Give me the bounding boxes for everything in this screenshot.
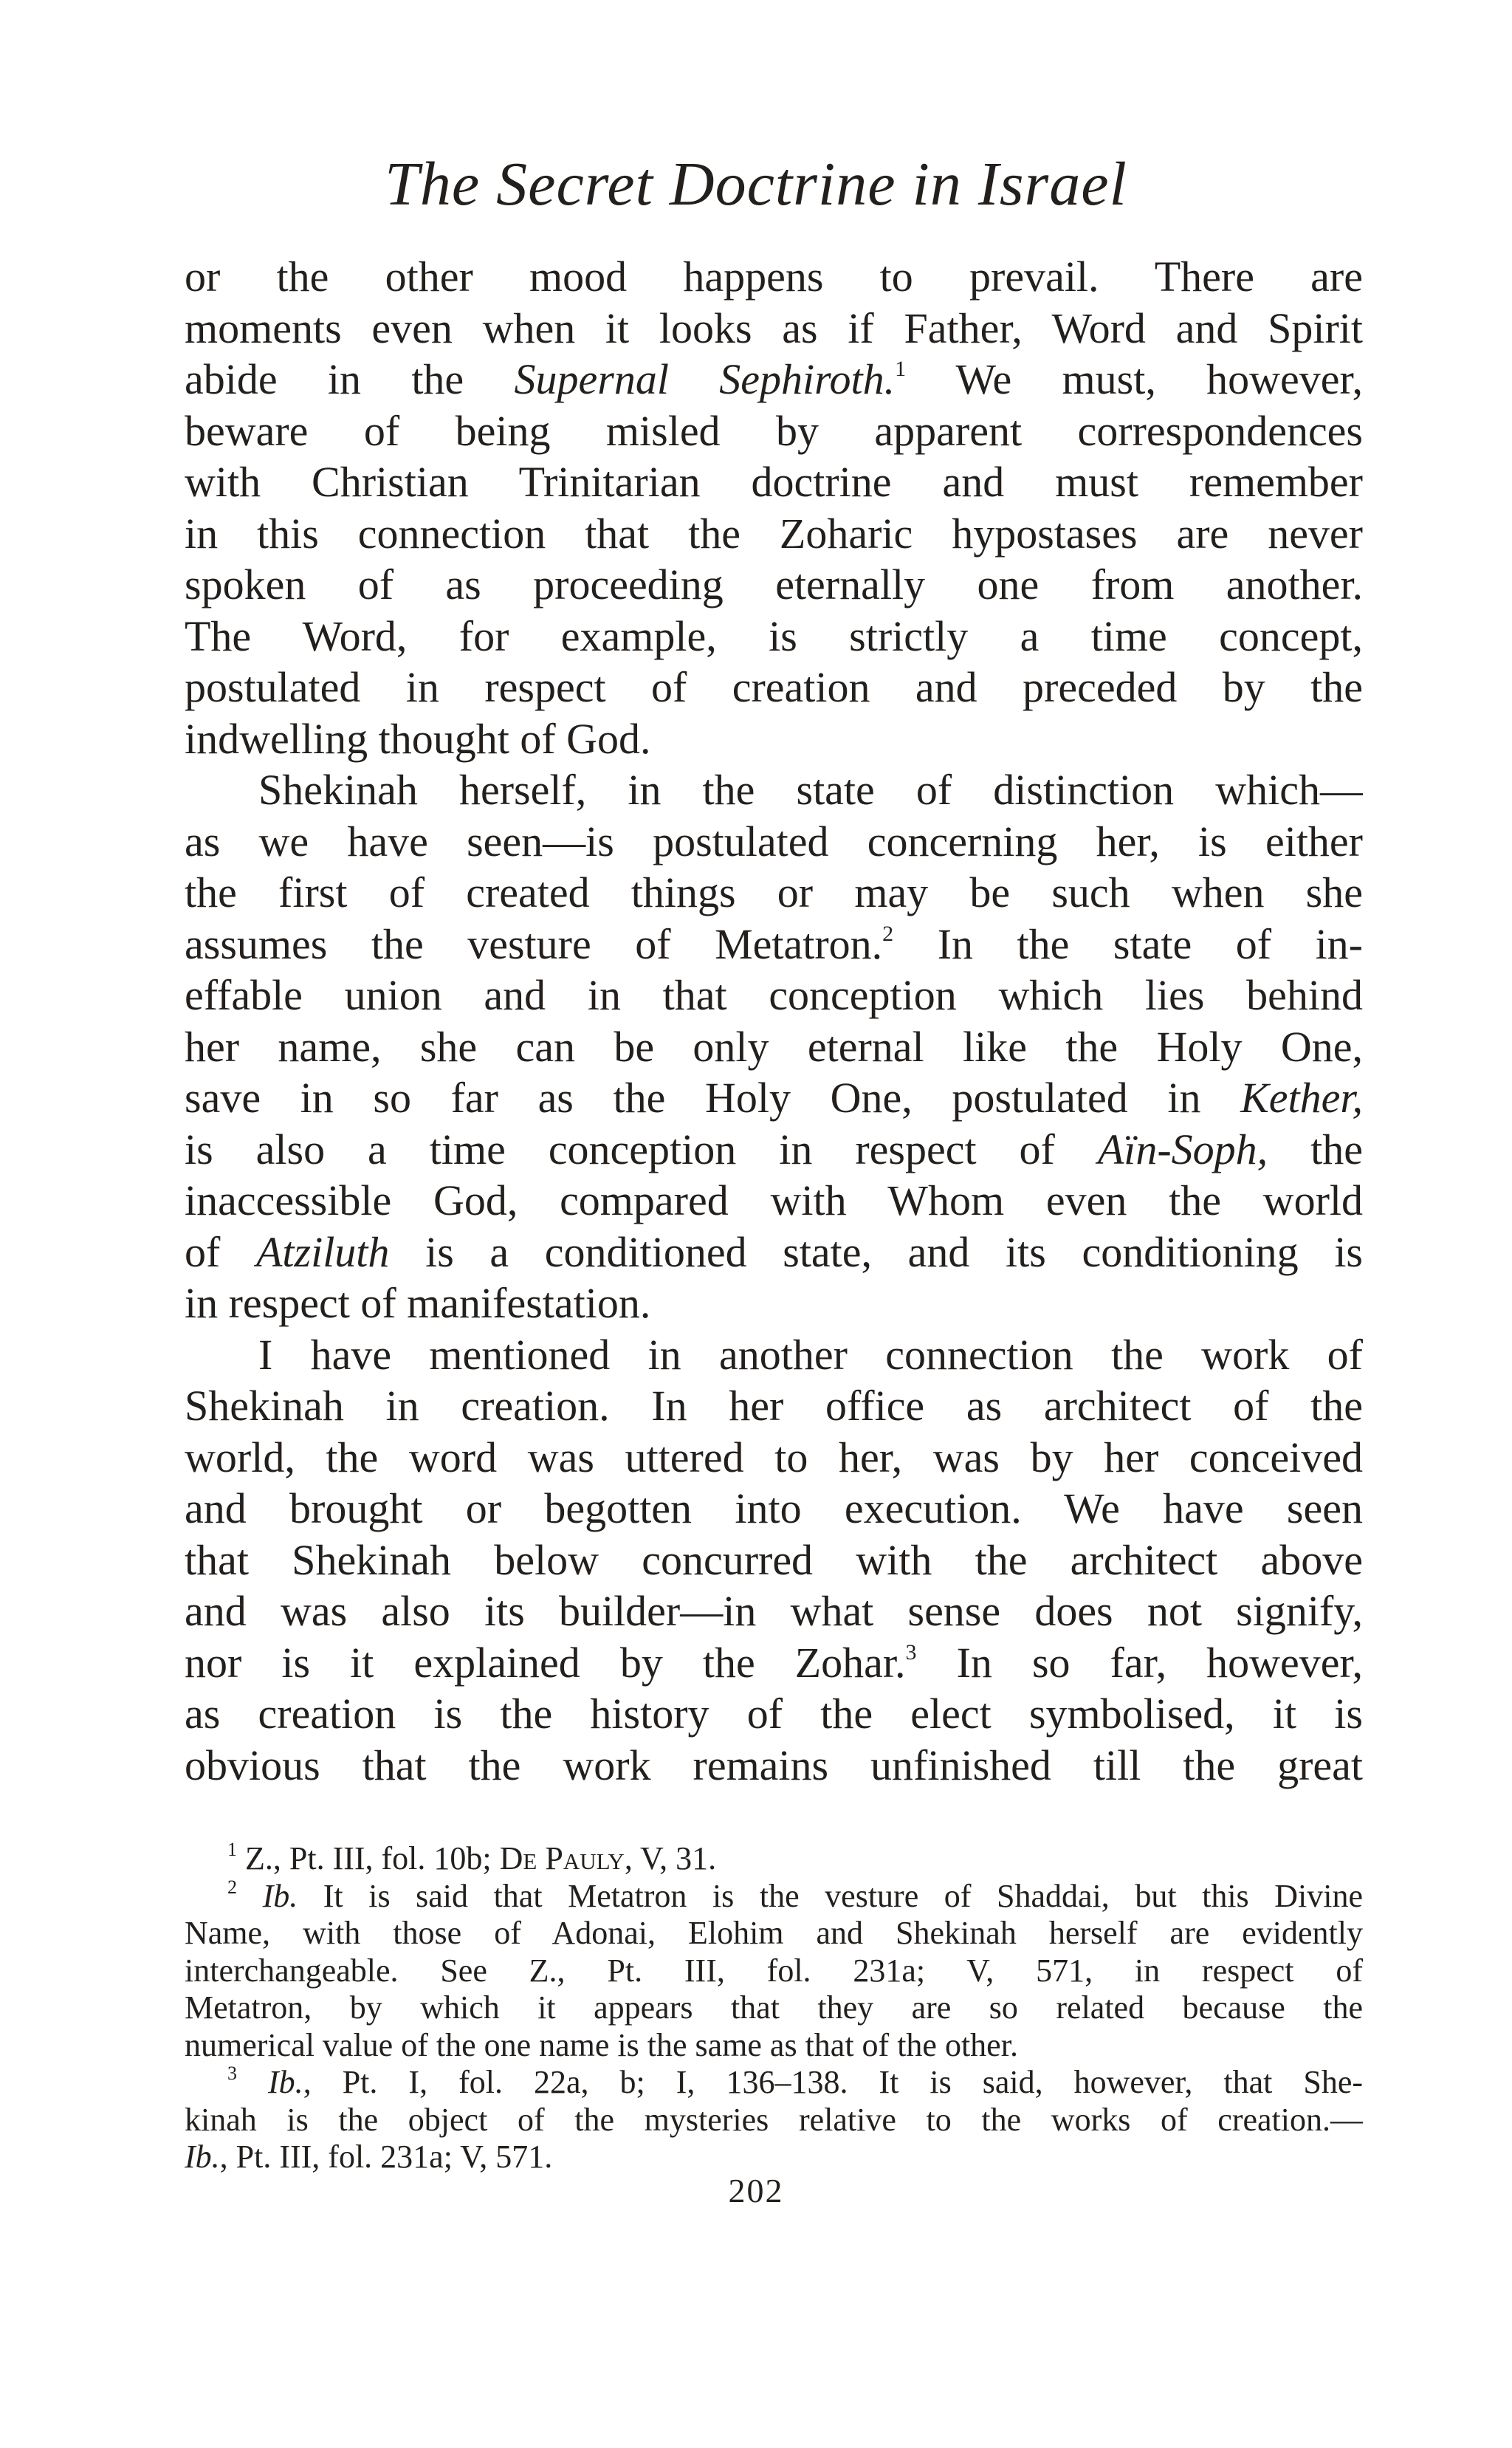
text-line: beware of being misled by apparent correspondences bbox=[185, 406, 1363, 455]
text-segment: In so far, however, bbox=[956, 1638, 1363, 1687]
text-line: her name, she can be only eternal like the Holy One, bbox=[185, 1022, 1363, 1071]
running-head: The Secret Doctrine in Israel bbox=[385, 150, 1127, 219]
footnote-ref: 1 bbox=[895, 357, 907, 381]
footnote-ref: 2 bbox=[882, 921, 894, 946]
footnote-text: , Pt. I, fol. 22a, b; I, 136–138. It is said, however, that She- bbox=[303, 2064, 1363, 2100]
italic-term: Supernal Sephiroth. bbox=[514, 355, 896, 403]
footnote-line: interchangeable. See Z., Pt. III, fol. 231a; V, 571, in respect of bbox=[185, 1952, 1363, 1989]
text-line: with Christian Trinitarian doctrine and must remember bbox=[185, 458, 1363, 506]
text-line bbox=[185, 919, 1363, 970]
text-segment: is a conditioned state, and its conditioning is bbox=[425, 1227, 1363, 1276]
italic-term: Aïn-Soph, bbox=[1097, 1125, 1268, 1173]
footnote-1 bbox=[185, 1840, 1363, 1878]
text-line: and was also its builder—in what sense does not signify, bbox=[185, 1587, 1363, 1635]
text-segment: nor is it explained by the Zohar. bbox=[185, 1638, 906, 1687]
text-line: in this connection that the Zoharic hypostases are never bbox=[185, 509, 1363, 558]
footnote-number: 2 bbox=[227, 1877, 237, 1898]
text-line bbox=[185, 354, 1363, 405]
text-line bbox=[185, 1227, 1363, 1278]
text-line: Shekinah herself, in the state of distinction which— bbox=[258, 766, 1363, 814]
footnote-line: kinah is the object of the mysteries relative to the works of creation.— bbox=[185, 2101, 1363, 2138]
text-segment: assumes the vesture of Metatron. bbox=[185, 919, 883, 968]
text-line: inaccessible God, compared with Whom even the world bbox=[185, 1176, 1363, 1224]
footnote-number: 3 bbox=[227, 2064, 237, 2084]
text-line bbox=[185, 1637, 1363, 1689]
text-line: as creation is the history of the elect symbolised, it is bbox=[185, 1690, 1363, 1738]
body-text bbox=[185, 251, 1363, 1791]
page-number: 202 bbox=[728, 2172, 784, 2209]
text-line: I have mentioned in another connection the work of bbox=[258, 1330, 1363, 1379]
text-line: world, the word was uttered to her, was by her conceived bbox=[185, 1433, 1363, 1481]
text-line: moments even when it looks as if Father, Word and Spirit bbox=[185, 304, 1363, 352]
text-segment: save in so far as the Holy One, postulated in bbox=[185, 1074, 1201, 1122]
text-line: that Shekinah below concurred with the architect above bbox=[185, 1535, 1363, 1584]
text-segment: abide in the bbox=[185, 355, 464, 403]
text-line: indwelling thought of God. bbox=[185, 714, 651, 763]
footnotes bbox=[185, 1840, 1363, 2176]
text-line: spoken of as proceeding eternally one from another. bbox=[185, 560, 1363, 608]
text-line: and brought or begotten into execution. We have seen bbox=[185, 1484, 1363, 1532]
footnote-ibid: Ib. bbox=[268, 2064, 303, 2100]
footnote-line: numerical value of the one name is the same as that of the other. bbox=[185, 2026, 1018, 2063]
text-segment: In the state of in- bbox=[937, 919, 1363, 968]
italic-term: Atziluth bbox=[255, 1227, 390, 1276]
text-line bbox=[185, 1072, 1363, 1124]
italic-term: Kether, bbox=[1240, 1074, 1363, 1122]
text-segment: the bbox=[1310, 1125, 1363, 1173]
footnote-ibid: Ib. bbox=[185, 2139, 220, 2175]
text-line: obvious that the work remains unfinished till the great bbox=[185, 1741, 1363, 1789]
text-line: in respect of manifestation. bbox=[185, 1279, 651, 1327]
footnote-3 bbox=[185, 2064, 1363, 2102]
footnote-2 bbox=[185, 1878, 1363, 1916]
text-segment: We must, however, bbox=[955, 355, 1363, 403]
footnote-number: 1 bbox=[227, 1840, 237, 1860]
footnote-text: It is said that Metatron is the vesture of Shaddai, but this Divine bbox=[323, 1877, 1363, 1914]
footnote-ibid: Ib. bbox=[262, 1877, 298, 1914]
text-segment: of bbox=[185, 1227, 221, 1276]
footnote-text: , Pt. III, fol. 231a; V, 571. bbox=[219, 2139, 553, 2175]
footnote-line bbox=[185, 2139, 1363, 2176]
footnote-text: , V, 31. bbox=[624, 1840, 717, 1876]
text-line: effable union and in that conception which lies behind bbox=[185, 971, 1363, 1019]
footnote-line: Name, with those of Adonai, Elohim and Shekinah herself are evidently bbox=[185, 1915, 1363, 1951]
footnote-text: Z., Pt. III, fol. 10b; bbox=[245, 1840, 492, 1876]
text-segment: is also a time conception in respect of bbox=[185, 1125, 1055, 1173]
text-line: postulated in respect of creation and preceded by the bbox=[185, 663, 1363, 711]
text-line bbox=[185, 1124, 1363, 1176]
footnote-ref: 3 bbox=[905, 1639, 917, 1664]
text-line: the first of created things or may be such when she bbox=[185, 868, 1363, 916]
text-line: or the other mood happens to prevail. There are bbox=[185, 253, 1363, 301]
text-line: The Word, for example, is strictly a time concept, bbox=[185, 611, 1363, 660]
text-line: as we have seen—is postulated concerning her, is either bbox=[185, 817, 1363, 865]
text-line: Shekinah in creation. In her office as architect of the bbox=[185, 1382, 1363, 1430]
footnote-line: Metatron, by which it appears that they are so related because the bbox=[185, 1989, 1363, 2026]
author-name: De Pauly bbox=[499, 1840, 625, 1876]
